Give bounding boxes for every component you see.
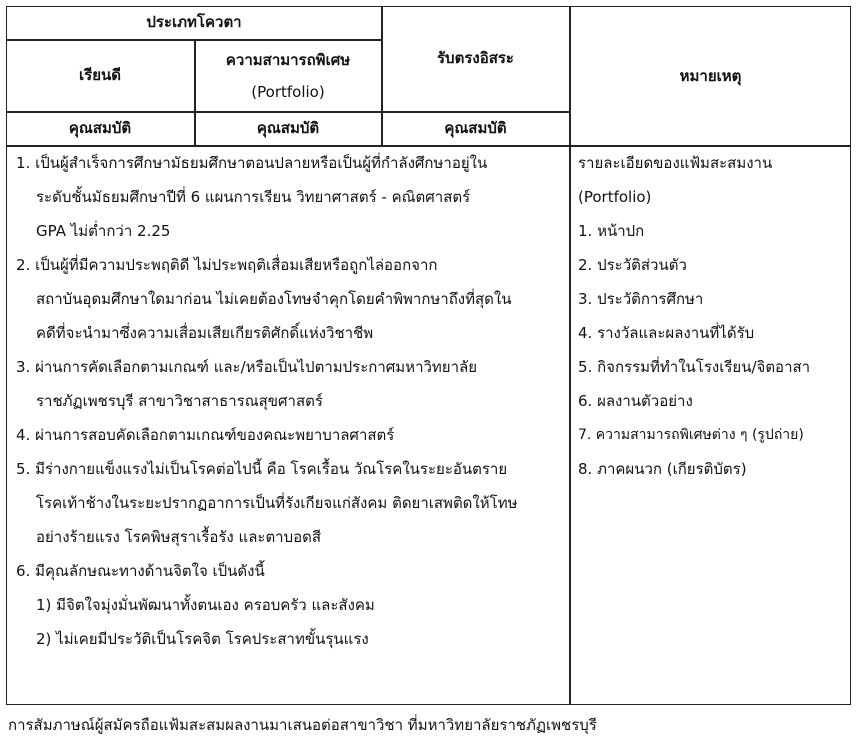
special-ability-label: ความสามารถพิเศษ xyxy=(225,50,351,69)
header-direct-admission: รับตรงอิสระ xyxy=(437,49,514,68)
header-quota-type: ประเภทโควตา xyxy=(146,13,242,32)
qualification-line: ระดับชั้นมัธยมศึกษาปีที่ 6 แผนการเรียน วิทยาศาสตร์ - คณิตศาสตร์ xyxy=(36,188,471,206)
remark-line: รายละเอียดของแฟ้มสะสมงาน xyxy=(578,154,773,172)
remark-line: 6. ผลงานตัวอย่าง xyxy=(578,392,693,410)
qualification-line: อย่างร้ายแรง โรคพิษสุราเรื้อรัง และตาบอดสี xyxy=(36,528,322,546)
qualification-line: คดีที่จะนำมาซึ่งความเสื่อมเสียเกียรติศักดิ์แห่งวิชาชีพ xyxy=(36,324,374,342)
qualification-line: สถาบันอุดมศึกษาใดมาก่อน ไม่เคยต้องโทษจำคุกโดยคำพิพากษาถึงที่สุดใน xyxy=(36,290,512,308)
qualification-label-good-grades: คุณสมบัติ xyxy=(68,119,132,138)
remark-line: 3. ประวัติการศึกษา xyxy=(578,290,704,308)
remarks-list xyxy=(578,146,848,486)
qualification-line: 5. มีร่างกายแข็งแรงไม่เป็นโรคต่อไปนี้ คือ โรคเรื้อน วัณโรคในระยะอันตราย xyxy=(16,460,508,478)
qualification-line: 2. เป็นผู้ที่มีความประพฤติดี ไม่ประพฤติเสื่อมเสียหรือถูกไล่ออกจาก xyxy=(16,256,438,274)
qualifications-list xyxy=(16,146,566,656)
qualification-line: โรคเท้าช้างในระยะปรากฏอาการเป็นที่รังเกียจแก่สังคม ติดยาเสพติดให้โทษ xyxy=(36,494,518,512)
qualification-line: ราชภัฏเพชรบุรี สาขาวิชาสาธารณสุขศาสตร์ xyxy=(36,392,323,410)
header-good-grades: เรียนดี xyxy=(79,66,121,85)
header-special-ability xyxy=(195,40,381,111)
remark-line: 2. ประวัติส่วนตัว xyxy=(578,256,687,274)
interview-note: การสัมภาษณ์ผู้สมัครถือแฟ้มสะสมผลงานมาเสนอต่อสาขาวิชา ที่มหาวิทยาลัยราชภัฏเพชรบุรี xyxy=(8,716,597,734)
remark-line: 7. ความสามารถพิเศษต่าง ๆ (รูปถ่าย) xyxy=(578,427,804,443)
portfolio-label: (Portfolio) xyxy=(251,82,325,101)
remark-line: 1. หน้าปก xyxy=(578,222,645,240)
qualification-label-special-ability: คุณสมบัติ xyxy=(256,119,320,138)
qualification-subitem: 2) ไม่เคยมีประวัติเป็นโรคจิต โรคประสาทขั้นรุนแรง xyxy=(36,630,369,648)
qualification-line: 3. ผ่านการคัดเลือกตามเกณฑ์ และ/หรือเป็นไปตามประกาศมหาวิทยาลัย xyxy=(16,358,477,376)
header-remarks: หมายเหตุ xyxy=(679,66,742,85)
qualification-line: 1. เป็นผู้สำเร็จการศึกษามัธยมศึกษาตอนปลายหรือเป็นผู้ที่กำลังศึกษาอยู่ใน xyxy=(16,154,488,172)
qualification-line: 6. มีคุณลักษณะทางด้านจิตใจ เป็นดังนี้ xyxy=(16,562,265,580)
qualification-line: GPA ไม่ต่ำกว่า 2.25 xyxy=(36,222,171,240)
remark-line: (Portfolio) xyxy=(578,188,652,206)
qualification-line: 4. ผ่านการสอบคัดเลือกตามเกณฑ์ของคณะพยาบาลศาสตร์ xyxy=(16,426,395,444)
remark-line: 8. ภาคผนวก (เกียรติบัตร) xyxy=(578,460,747,478)
qualification-subitem: 1) มีจิตใจมุ่งมั่นพัฒนาทั้งตนเอง ครอบครัว และสังคม xyxy=(36,596,375,614)
remark-line: 4. รางวัลและผลงานที่ได้รับ xyxy=(578,324,755,342)
qualification-label-direct-admission: คุณสมบัติ xyxy=(444,119,507,138)
remark-line: 5. กิจกรรมที่ทำในโรงเรียน/จิตอาสา xyxy=(578,358,811,376)
